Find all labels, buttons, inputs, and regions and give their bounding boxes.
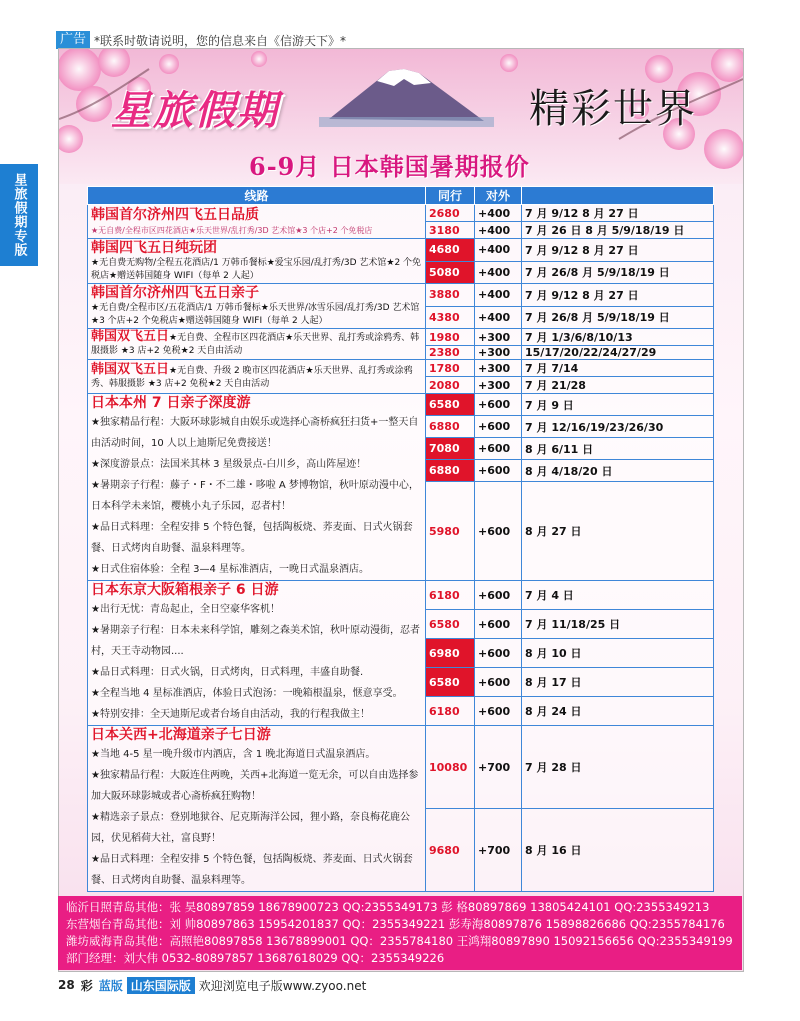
retail-diff: +600	[475, 438, 522, 460]
contact-line: 潍坊威海青岛其他：高照艳80897858 13678899001 QQ：2355784180 王鸿翔80897890 15092156656 QQ:2355349199	[66, 934, 733, 948]
table-row	[88, 239, 714, 262]
table-row	[88, 581, 714, 610]
route-detail: ★暑期亲子行程：日本未来科学馆，雕刻之森美术馆，秋叶原动漫街，忍者村，天王寺动物园....	[91, 625, 420, 657]
headline: 6-9月 日本韩国暑期报价	[249, 152, 530, 181]
route-cell	[88, 205, 426, 239]
price-value: 7080	[426, 438, 475, 460]
departure-dates: 7 月 26/8 月 5/9/18/19 日	[522, 306, 714, 329]
retail-diff: +400	[475, 261, 522, 284]
page-footer	[58, 976, 366, 994]
retail-diff: +400	[475, 284, 522, 307]
route-title: 韩国首尔济州四飞五日亲子	[91, 285, 259, 301]
price-value: 4380	[426, 306, 475, 329]
route-title: 韩国四飞五日纯玩团	[91, 240, 217, 256]
contact-footer	[58, 896, 742, 970]
departure-dates: 7 月 26/8 月 5/9/18/19 日	[522, 261, 714, 284]
route-cell	[88, 329, 426, 360]
route-cell	[88, 239, 426, 284]
departure-dates: 7 月 9/12 8 月 27 日	[522, 205, 714, 222]
price-table	[87, 186, 714, 892]
ad-notice	[56, 31, 346, 49]
departure-dates: 7 月 1/3/6/8/10/13	[522, 329, 714, 346]
price-value: 6580	[426, 394, 475, 416]
route-detail: ★精选亲子景点：登别地狱谷、尼克斯海洋公园，狸小路，奈良梅花鹿公园，伏见稻荷大社，富良野！	[91, 812, 410, 844]
contact-line: 部门经理：刘大伟 0532-80897857 13687618029 QQ：2355349226	[66, 951, 445, 965]
price-value: 10080	[426, 726, 475, 809]
header-retail-diff: 对外	[475, 187, 522, 205]
route-cell	[88, 726, 426, 892]
side-tab-label: 星旅假期专版	[0, 164, 38, 266]
price-value: 6580	[426, 610, 475, 639]
route-detail: ★独家精品行程：大阪环球影城自由娱乐或选择心斋桥疯狂扫货+一整天自由活动时间，10 人以上迪斯尼免费接送！	[91, 417, 419, 449]
departure-dates: 7 月 12/16/19/23/26/30	[522, 416, 714, 438]
departure-dates: 8 月 10 日	[522, 639, 714, 668]
departure-dates: 8 月 4/18/20 日	[522, 460, 714, 482]
retail-diff: +300	[475, 329, 522, 346]
header-route: 线路	[88, 187, 426, 205]
ad-text: *联系时敬请说明，您的信息来自《信游天下》*	[94, 33, 347, 48]
route-cell	[88, 360, 426, 394]
route-title: 韩国双飞五日	[91, 361, 170, 377]
retail-diff: +300	[475, 360, 522, 377]
table-row	[88, 205, 714, 222]
price-value: 1980	[426, 329, 475, 346]
route-detail: ★深度游景点：法国米其林 3 星级景点-白川乡，高山阵屋迹！	[91, 459, 367, 470]
retail-diff: +400	[475, 239, 522, 262]
header-agent-price: 同行	[426, 187, 475, 205]
route-title: 日本东京大阪箱根亲子 6 日游	[91, 582, 279, 598]
price-value: 4680	[426, 239, 475, 262]
table-row	[88, 394, 714, 416]
price-value: 6180	[426, 581, 475, 610]
route-detail: ★出行无忧：青岛起止，全日空豪华客机！	[91, 604, 280, 615]
page-number: 28	[58, 978, 75, 992]
price-value: 3180	[426, 222, 475, 239]
brand-title: 星旅假期	[111, 87, 279, 134]
price-value: 6880	[426, 416, 475, 438]
departure-dates: 8 月 17 日	[522, 668, 714, 697]
retail-diff: +600	[475, 416, 522, 438]
contact-line: 东营烟台青岛其他：刘 帅80897863 15954201837 QQ：2355349221 彭寿海80897876 15898826686 QQ:2355784176	[66, 917, 725, 931]
route-detail: ★特别安排：全天迪斯尼或者台场自由活动，我的行程我做主！	[91, 709, 370, 720]
route-title: 日本本州 7 日亲子深度游	[91, 395, 251, 411]
route-title: 韩国双飞五日	[91, 329, 170, 344]
retail-diff: +400	[475, 306, 522, 329]
departure-dates: 8 月 24 日	[522, 697, 714, 726]
retail-diff: +700	[475, 809, 522, 892]
price-value: 1780	[426, 360, 475, 377]
route-detail: ★日式住宿体验：全程 3—4 星标准酒店，一晚日式温泉酒店。	[91, 564, 370, 575]
price-value: 3880	[426, 284, 475, 307]
departure-dates: 7 月 9/12 8 月 27 日	[522, 284, 714, 307]
price-value: 6180	[426, 697, 475, 726]
route-detail: ★无自费、全程市区四花酒店★乐天世界、乱打秀或涂鸦秀、韩服摄影 ★3 店+2 免税★2 天自由活动	[91, 333, 420, 356]
retail-diff: +600	[475, 668, 522, 697]
route-detail: ★品日式料理：全程安排 5 个特色餐，包括陶板烧、荞麦面、日式火锅套餐、日式烤肉自助餐、温泉料理等。	[91, 522, 413, 554]
retail-diff: +600	[475, 394, 522, 416]
route-detail: ★无自费无购物/全程五花酒店/1 万韩币餐标★爱宝乐园/乱打秀/3D 艺术馆★2 个免税店★赠送韩国随身 WIFI（每单 2 人起）	[91, 258, 422, 281]
departure-dates: 8 月 6/11 日	[522, 438, 714, 460]
retail-diff: +400	[475, 222, 522, 239]
departure-dates: 7 月 9 日	[522, 394, 714, 416]
price-value: 2080	[426, 377, 475, 394]
departure-dates: 7 月 26 日 8 月 5/9/18/19 日	[522, 222, 714, 239]
section-label: 彩	[80, 978, 93, 993]
edition-label: 蓝版	[98, 978, 123, 993]
departure-dates: 8 月 16 日	[522, 809, 714, 892]
departure-dates: 7 月 4 日	[522, 581, 714, 610]
price-value: 5980	[426, 482, 475, 581]
price-value: 5080	[426, 261, 475, 284]
table-row	[88, 726, 714, 809]
retail-diff: +300	[475, 346, 522, 360]
retail-diff: +600	[475, 482, 522, 581]
departure-dates: 7 月 11/18/25 日	[522, 610, 714, 639]
route-detail: ★暑期亲子行程：藤子・F・不二雄・哆啦 A 梦博物馆，秋叶原动漫中心，日本科学未来馆，樱桃小丸子乐园，忍者村！	[91, 480, 419, 512]
price-value: 2680	[426, 205, 475, 222]
retail-diff: +400	[475, 205, 522, 222]
header-dates	[522, 187, 714, 205]
table-row	[88, 360, 714, 377]
departure-dates: 7 月 28 日	[522, 726, 714, 809]
retail-diff: +600	[475, 697, 522, 726]
retail-diff: +600	[475, 610, 522, 639]
route-detail: ★无自费、升级 2 晚市区四花酒店★乐天世界、乱打秀或涂鸦秀、韩服摄影 ★3 店+2 免税★2 天自由活动	[91, 365, 413, 389]
departure-dates: 7 月 7/14	[522, 360, 714, 377]
retail-diff: +700	[475, 726, 522, 809]
price-value: 6980	[426, 639, 475, 668]
retail-diff: +600	[475, 581, 522, 610]
ad-tag: 广告	[56, 31, 90, 49]
route-detail: ★无自费/全程市区四花酒店★乐天世界/乱打秀/3D 艺术馆★3 个店+2 个免税店	[91, 226, 373, 235]
website-link[interactable]: 欢迎浏览电子版www.zyoo.net	[198, 978, 367, 993]
price-value: 9680	[426, 809, 475, 892]
route-detail: ★无自费/全程市区/五花酒店/1 万韩币餐标★乐天世界/冰雪乐园/乱打秀/3D 艺术馆★3 个店+2 个免税店★赠送韩国随身 WIFI（每单 2 人起）	[91, 303, 420, 326]
route-detail: ★品日式料理：日式火锅，日式烤肉，日式料理，丰盛自助餐.	[91, 667, 364, 678]
route-detail: ★当地 4-5 星一晚升级市内酒店，含 1 晚北海道日式温泉酒店。	[91, 749, 376, 760]
price-value: 2380	[426, 346, 475, 360]
route-cell	[88, 394, 426, 581]
tagline-title: 精彩世界	[529, 86, 697, 132]
route-detail: ★全程当地 4 星标准酒店，体验日式泡汤：一晚箱根温泉，惬意享受。	[91, 688, 403, 699]
flyer-page	[58, 48, 744, 972]
route-title: 日本关西+北海道亲子七日游	[91, 727, 271, 743]
retail-diff: +600	[475, 460, 522, 482]
table-header-row	[88, 187, 714, 205]
price-value: 6880	[426, 460, 475, 482]
table-row	[88, 284, 714, 307]
hero-banner	[59, 49, 743, 184]
departure-dates: 7 月 9/12 8 月 27 日	[522, 239, 714, 262]
retail-diff: +600	[475, 639, 522, 668]
route-detail: ★独家精品行程：大阪连住两晚，关西+北海道一览无余，可以自由选择参加大阪环球影城或者心斋桥疯狂购物！	[91, 770, 419, 802]
edition-badge: 山东国际版	[127, 977, 195, 994]
departure-dates: 7 月 21/28	[522, 377, 714, 394]
table-row	[88, 329, 714, 346]
contact-line: 临沂日照青岛其他：张 昊80897859 18678900723 QQ:2355349173 彭 格80897869 13805424101 QQ:2355349213	[66, 900, 710, 914]
route-detail: ★品日式料理：全程安排 5 个特色餐，包括陶板烧、荞麦面、日式火锅套餐、日式烤肉自助餐、温泉料理等。	[91, 854, 413, 886]
route-title: 韩国首尔济州四飞五日品质	[91, 207, 259, 223]
retail-diff: +300	[475, 377, 522, 394]
departure-dates: 8 月 27 日	[522, 482, 714, 581]
route-cell	[88, 581, 426, 726]
departure-dates: 15/17/20/22/24/27/29	[522, 346, 714, 360]
route-cell	[88, 284, 426, 329]
price-value: 6580	[426, 668, 475, 697]
